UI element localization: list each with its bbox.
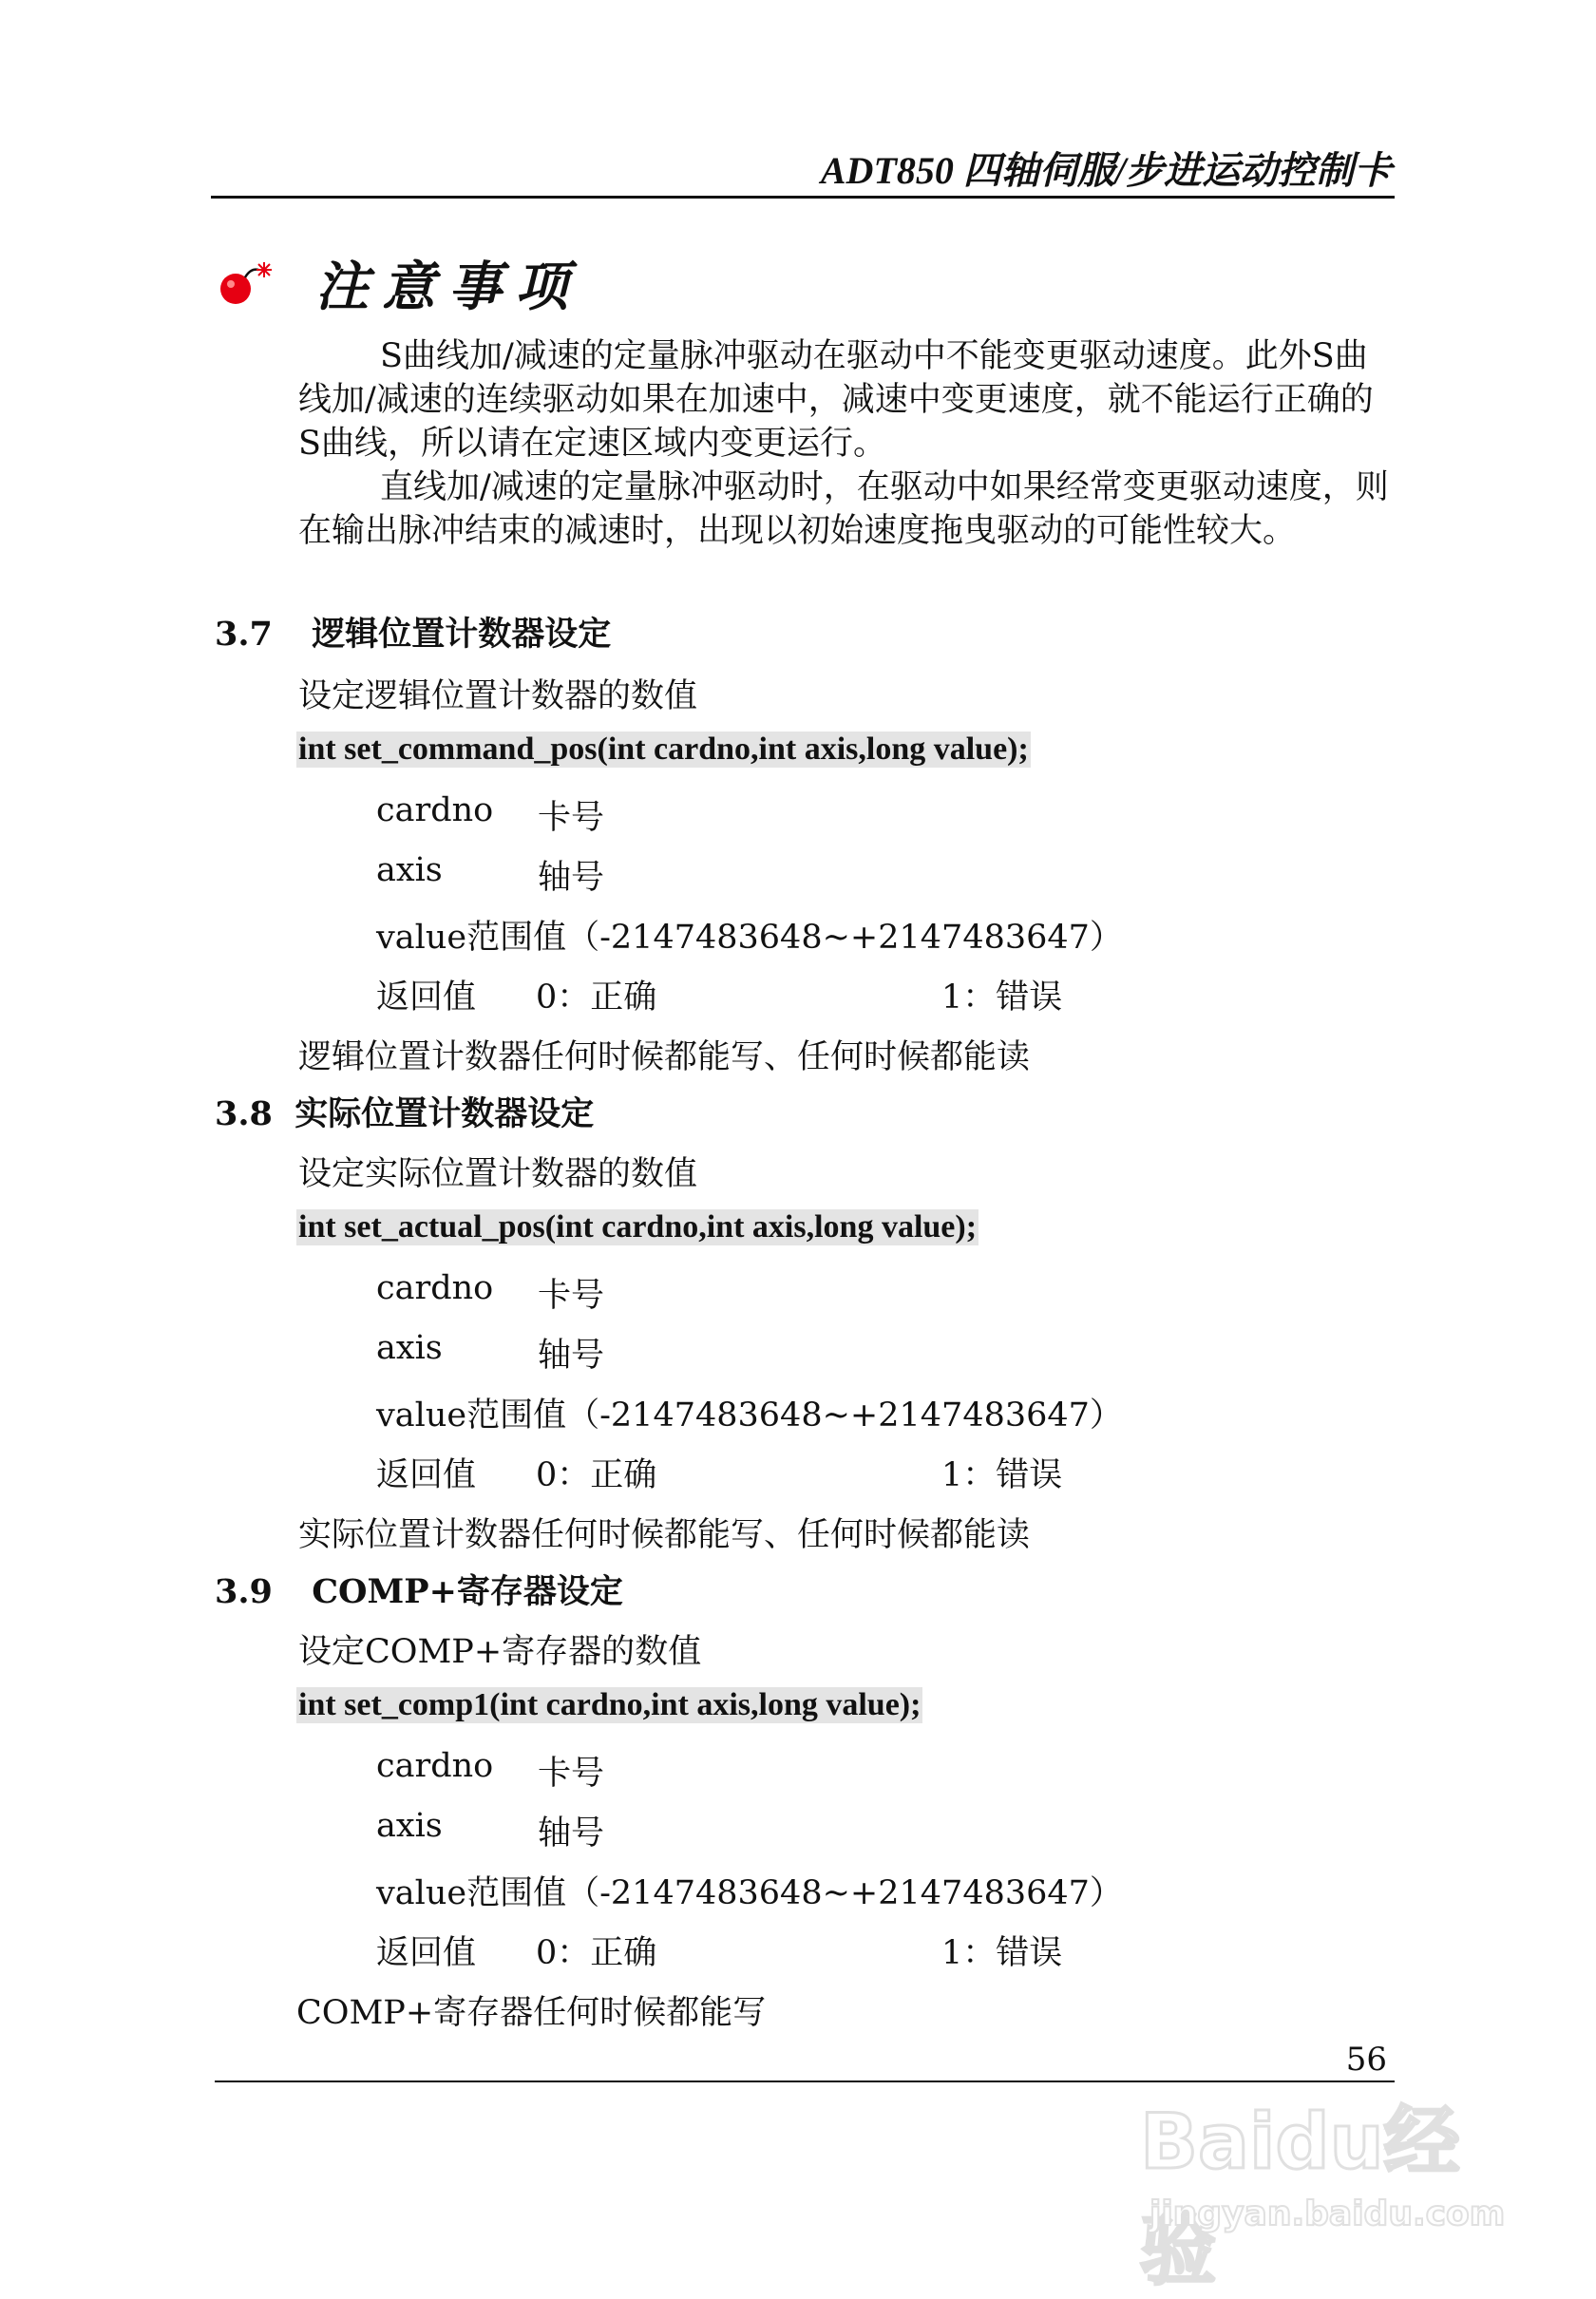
notice-paragraph-2: 直线加/减速的定量脉冲驱动时，在驱动中如果经常变更驱动速度，则在输出脉冲结束的减速时，出现以初始速度拖曳驱动的可能性较大。 — [298, 468, 1389, 550]
return-row — [376, 1449, 1063, 1496]
return-error: 1：错误 — [941, 1456, 1063, 1494]
notice-heading — [217, 245, 581, 321]
watermark-site: jingyan.baidu.com — [1150, 2194, 1506, 2233]
param-desc: 轴号 — [538, 859, 605, 897]
function-signature: int set_actual_pos(int cardno,int axis,long value); — [298, 1209, 978, 1244]
notice-title: 注意事项 — [315, 256, 581, 318]
watermark — [1140, 2033, 1520, 2295]
watermark-logo: Baidu经验 — [1140, 2098, 1460, 2295]
function-signature: int set_command_pos(int cardno,int axis,long value); — [298, 732, 1029, 767]
return-row — [376, 971, 1063, 1018]
section-number: 3.8 — [215, 1094, 273, 1133]
section-heading — [215, 1566, 623, 1613]
return-error: 1：错误 — [941, 1934, 1063, 1972]
section-note: 实际位置计数器任何时候都能写、任何时候都能读 — [298, 1516, 1031, 1554]
value-range: value范围值（-2147483648~+2147483647） — [376, 1874, 1123, 1912]
value-range: value范围值（-2147483648~+2147483647） — [376, 1396, 1123, 1434]
param-desc: 卡号 — [538, 1755, 605, 1793]
header-rule — [211, 196, 1395, 199]
section-title: 逻辑位置计数器设定 — [312, 615, 612, 654]
param-name: axis — [376, 1807, 443, 1845]
section-number: 3.9 — [215, 1572, 273, 1611]
notice-paragraph-1: S曲线加/减速的定量脉冲驱动在驱动中不能变更驱动速度。此外S曲线加/减速的连续驱动如果在加速中，减速中变更速度，就不能运行正确的S曲线，所以请在定速区域内变更运行。 — [298, 337, 1374, 463]
page-number: 56 — [1345, 2041, 1387, 2079]
param-row — [376, 1807, 605, 1852]
param-row — [376, 1269, 605, 1315]
param-row — [376, 791, 605, 837]
param-desc: 轴号 — [538, 1814, 605, 1852]
section-heading — [215, 608, 611, 656]
param-name: cardno — [376, 791, 494, 829]
section-intro: 设定COMP+寄存器的数值 — [298, 1633, 702, 1671]
return-ok: 0：正确 — [536, 978, 657, 1016]
param-desc: 卡号 — [538, 799, 605, 837]
param-row — [376, 1747, 605, 1793]
section-intro: 设定实际位置计数器的数值 — [298, 1155, 698, 1193]
param-name: cardno — [376, 1747, 494, 1785]
return-ok: 0：正确 — [536, 1456, 657, 1494]
param-name: cardno — [376, 1269, 494, 1307]
param-name: axis — [376, 851, 443, 889]
return-error: 1：错误 — [941, 978, 1063, 1016]
section-note: COMP+寄存器任何时候都能写 — [296, 1994, 767, 2032]
section-title: 实际位置计数器设定 — [294, 1094, 595, 1133]
return-row — [376, 1927, 1063, 1974]
param-row — [376, 851, 605, 897]
param-desc: 卡号 — [538, 1277, 605, 1315]
section-title: COMP+寄存器设定 — [312, 1572, 623, 1611]
section-note: 逻辑位置计数器任何时候都能写、任何时候都能读 — [298, 1038, 1031, 1076]
header-title: ADT850 四轴伺服/步进运动控制卡 — [820, 149, 1392, 192]
function-signature: int set_comp1(int cardno,int axis,long value); — [298, 1687, 922, 1722]
return-label: 返回值 — [376, 1934, 477, 1972]
param-desc: 轴号 — [538, 1337, 605, 1375]
bomb-icon — [217, 258, 276, 308]
param-name: axis — [376, 1329, 443, 1367]
return-label: 返回值 — [376, 978, 477, 1016]
return-ok: 0：正确 — [536, 1934, 657, 1972]
section-heading — [215, 1088, 594, 1135]
section-number: 3.7 — [215, 615, 273, 654]
section-intro: 设定逻辑位置计数器的数值 — [298, 677, 698, 715]
value-range: value范围值（-2147483648~+2147483647） — [376, 919, 1123, 957]
return-label: 返回值 — [376, 1456, 477, 1494]
param-row — [376, 1329, 605, 1375]
